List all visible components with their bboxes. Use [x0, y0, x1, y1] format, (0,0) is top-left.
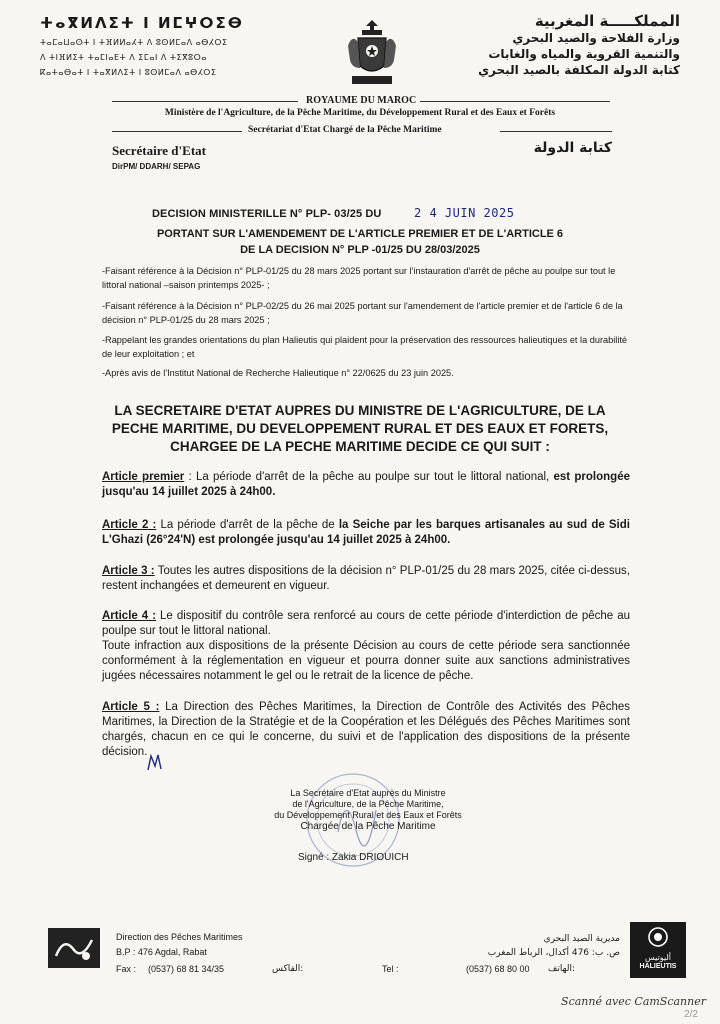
- article-2-bold: la Seiche par les barques artisanales au sud de Sidi L'Ghazi (26°24'N) est prolongée jusqu'au 14 juillet 2025 à 24h00.: [102, 519, 630, 546]
- signature-block: [238, 788, 498, 832]
- article-1: [102, 470, 630, 500]
- header-rule-left-2: [112, 131, 242, 132]
- tifinagh-ministry-2: ⴷ ⵜⵏⴼⵍⵉⵜ ⵜⴰⵎⵏⴰⴹⵜ ⴷ ⵉⵎⴰⵏ ⴷ ⵜⵉⴳⵓⵔⴰ: [40, 53, 207, 62]
- halieutis-logo-ar: أليوتيس: [644, 953, 672, 962]
- article-4-text-2: Toute infraction aux dispositions de la présente Décision au cours de cette période sera sanctionnée conformément à la réglementation en vigueur et pourra donner suite aux sanctions administratives jugées nécessaires notamment le gel ou le retrait de la licence de pêche.: [102, 640, 630, 682]
- consideration-1: -Faisant référence à la Décision n° PLP-01/25 du 28 mars 2025 portant sur l'instauration d'arrêt de pêche au poulpe sur tout le littoral national –saison printemps 2025- ;: [102, 266, 616, 290]
- tifinagh-header: [40, 14, 330, 77]
- arabic-ministry-2: والتنمية القروية والمياه والغابات: [488, 47, 680, 61]
- article-4-text: Le dispositif du contrôle sera renforcé au cours de cette période d'interdiction de pêche au poulpe sur tout le littoral national.: [102, 610, 630, 637]
- article-5-label: Article 5 :: [102, 701, 160, 713]
- reference-code: DirPM/ DDARH/ SEPAG: [112, 162, 201, 171]
- signature-line-2: de l'Agriculture, de la Pêche Maritime,: [292, 799, 444, 809]
- secretary-label-ar: كتابة الدولة: [533, 140, 612, 156]
- ministry-logo-icon: [46, 926, 102, 975]
- article-1-label: Article premier: [102, 471, 185, 483]
- header-rule-left: [112, 101, 298, 102]
- initials-icon: [146, 752, 164, 777]
- camscanner-watermark: Scanné avec CamScanner: [561, 995, 706, 1008]
- footer-tel-value: (0537) 68 80 00: [466, 964, 530, 974]
- article-4-label: Article 4 :: [102, 610, 157, 622]
- footer-fax-label: Fax :: [116, 964, 137, 974]
- arabic-header: [400, 12, 680, 78]
- secretariat-name: Secrétariat d'Etat Chargé de la Pêche Maritime: [248, 125, 442, 135]
- consideration-3: -Rappelant les grandes orientations du plan Halieutis qui plaident pour la préservation des ressources halieutiques et la durabilité de leur exploitation ; et: [102, 335, 628, 359]
- footer-tel-label-ar: الهاتف:: [548, 964, 576, 974]
- preamble: LA SECRETAIRE D'ETAT AUPRES DU MINISTRE DE L'AGRICULTURE, DE LA PECHE MARITIME, DU DEVELOPPEMENT RURAL ET DES EAUX ET FORETS, CHARGEE DE LA PECHE MARITIME DECIDE CE QUI SUIT :: [111, 403, 609, 454]
- coat-of-arms-icon: [344, 16, 400, 97]
- article-3: [102, 564, 630, 594]
- header-rule-right: [420, 101, 610, 102]
- header-rule-right-2: [500, 131, 612, 132]
- arabic-secretariat: كتابة الدولة المكلفة بالصيد البحري: [478, 63, 680, 77]
- arabic-kingdom: المملكـــــة المغربية: [534, 12, 680, 30]
- footer-direction: Direction des Pêches Maritimes: [116, 932, 243, 942]
- footer-fax-value: (0537) 68 81 34/35: [148, 964, 225, 974]
- tifinagh-kingdom: ⵜⴰⴳⵍⴷⵉⵜ ⵏ ⵍⵎⵖⵔⵉⴱ: [40, 14, 244, 32]
- arabic-ministry: وزارة الفلاحة والصيد البحري: [512, 31, 680, 45]
- signed-by: Signé : Zakia DRIOUICH: [298, 852, 409, 863]
- signature-line-3: du Développement Rural et des Eaux et Forêts: [274, 810, 462, 820]
- consideration-4: -Après avis de l'Institut National de Recherche Halieutique n° 22/0625 du 23 juin 2025.: [102, 368, 454, 378]
- halieutis-logo: [630, 922, 686, 978]
- article-2-text: La période d'arrêt de la pêche de: [156, 519, 339, 531]
- secretary-label: Secrétaire d'Etat: [112, 143, 206, 158]
- halieutis-logo-text: HALIEUTIS: [639, 963, 677, 970]
- article-3-label: Article 3 :: [102, 565, 155, 577]
- article-2: [102, 518, 630, 548]
- article-4: [102, 609, 630, 684]
- consideration-2: -Faisant référence à la Décision n° PLP-02/25 du 26 mai 2025 portant sur l'amendement de l'article premier et de l'article 6 de la décision n° PLP-01/25 du 28 mars 2025 ;: [102, 301, 623, 325]
- footer-address-ar: ص. ب: 476 أكدال، الرباط المغرب: [487, 948, 620, 958]
- halieutis-logo-icon: [643, 926, 673, 948]
- article-3-text: Toutes les autres dispositions de la décision n° PLP-01/25 du 28 mars 2025, citée ci-dessus, restent inchangées et demeurent en vigueur.: [102, 565, 630, 592]
- article-2-label: Article 2 :: [102, 519, 157, 531]
- decision-subtitle-1: PORTANT SUR L'AMENDEMENT DE L'ARTICLE PREMIER ET DE L'ARTICLE 6: [156, 228, 564, 240]
- footer-tel-label: Tel :: [382, 964, 399, 974]
- signature-line-4: Chargée de la Pêche Maritime: [300, 821, 436, 832]
- kingdom-label: ROYAUME DU MAROC: [306, 95, 417, 106]
- footer-direction-ar: مديرية الصيد البحري: [543, 934, 620, 944]
- date-stamp: 2 4 JUIN 2025: [414, 206, 515, 220]
- article-1-text: : La période d'arrêt de la pêche au poulpe sur tout le littoral national,: [184, 471, 554, 483]
- tifinagh-ministry: ⵜⴰⵎⴰⵡⴰⵙⵜ ⵏ ⵜⴼⵍⵍⴰⵃⵜ ⴷ ⵓⵙⵍⵎⴰⴷ ⴰⴱⵃⵔⵉ: [40, 38, 228, 47]
- article-5-text: La Direction des Pêches Maritimes, la Direction de Contrôle des Activités des Pêches Maritimes, la Direction de la Stratégie et de la Coopération et les Délégués des Pêches Maritimes sont chargés, chacun en ce qui le concerne, du suivi et de l'application des dispositions de la présente décision.: [102, 701, 630, 758]
- decision-subtitle-2: DE LA DECISION N° PLP -01/25 DU 28/03/2025: [240, 244, 480, 256]
- article-1-bold: est prolongée jusqu'au 14 juillet 2025 à 24h00.: [102, 471, 630, 498]
- footer-fax-label-ar: الفاكس:: [272, 964, 304, 974]
- article-5: [102, 700, 630, 760]
- tifinagh-secretariat: ⴽⴰⵜⴰⴱⴰⵜ ⵏ ⵜⴰⴳⵍⴷⵉⵜ ⵏ ⵓⵙⵍⵎⴰⴷ ⴰⴱⵃⵔⵉ: [40, 68, 217, 77]
- signature-line-1: La Secrétaire d'Etat auprès du Ministre: [290, 788, 446, 798]
- ministry-name: Ministère de l'Agriculture, de la Pêche Maritime, du Développement Rural et des Eaux et Forêts: [164, 108, 556, 118]
- decision-title: DECISION MINISTERILLE N° PLP- 03/25 DU: [152, 208, 382, 220]
- page-number: 2/2: [684, 1009, 698, 1020]
- footer-bp: B.P : 476 Agdal, Rabat: [116, 947, 207, 957]
